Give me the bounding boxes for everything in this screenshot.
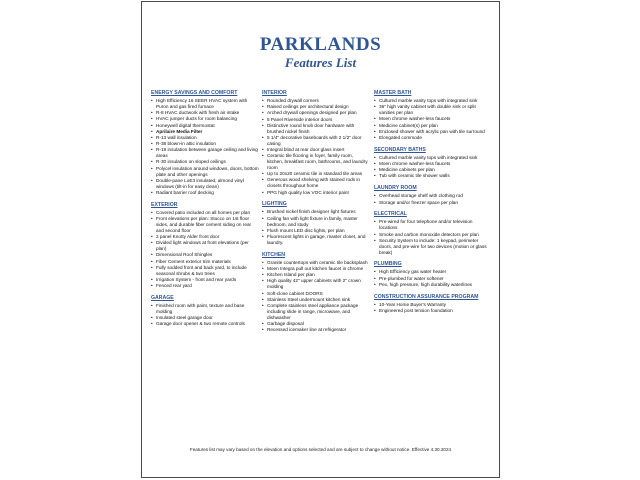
feature-list <box>374 219 488 255</box>
features-section <box>374 147 488 180</box>
section-heading: INTERIOR <box>262 90 287 96</box>
feature-item: • Fiber Cement exterior trim materials <box>151 259 259 265</box>
feature-item: • Front elevations per plan: Stucco on 1st floor sides, and durable fiber cement siding on rear and second floor <box>151 216 259 234</box>
feature-list <box>374 98 488 141</box>
feature-list <box>151 210 259 289</box>
feature-item: • Complete stainless steel appliance package including slide in range, microwave, and dishwasher <box>262 303 370 321</box>
feature-item: • Garage door opener & two remote controls <box>151 321 259 327</box>
section-heading: KITCHEN <box>262 251 286 258</box>
feature-item: • Irrigation System - front and rear yards <box>151 277 259 283</box>
feature-item: • Fully sodded front and back yard, to include seasonal shrubs & two trees <box>151 265 259 277</box>
features-section <box>262 201 370 245</box>
feature-list <box>262 98 370 195</box>
feature-item: • Pre-wired for four telephone and/or television locations <box>374 219 488 231</box>
feature-item: • Moen chrome washer-less faucets <box>374 161 488 167</box>
feature-list <box>374 269 488 287</box>
feature-item: • Flush mount LED disc lights, per plan <box>262 228 370 234</box>
section-heading: LIGHTING <box>262 201 287 208</box>
feature-item: • Garbage disposal <box>262 321 370 327</box>
section-heading: MASTER BATH <box>374 90 412 96</box>
feature-item: • Smoke and carbon monoxide detectors per plan <box>374 232 488 238</box>
section-heading: ELECTRICAL <box>374 211 407 218</box>
feature-item: • Divided light windows at front elevations (per plan) <box>151 240 259 252</box>
feature-list <box>262 209 370 245</box>
feature-item: • Double-pane LoE3 insulated, almond vinyl windows (tilt-in for easy clean) <box>151 178 259 190</box>
feature-item: • R-19 insulation between garage ceiling and living areas <box>151 147 259 159</box>
feature-item: • Integral blind at rear door glass insert <box>262 147 370 153</box>
features-section <box>262 252 370 333</box>
features-section <box>374 211 488 255</box>
feature-item: • Ceiling fan with light fixture in family, master bedroom, and study <box>262 216 370 228</box>
section-heading: CONSTRUCTION ASSURANCE PROGRAM <box>374 293 479 300</box>
feature-item: • 10-Year Home Buyer's Warranty <box>374 302 488 308</box>
feature-item: • 36" high vanity cabinet with double sink or split vanities per plan <box>374 104 488 116</box>
column-2 <box>262 90 370 339</box>
feature-item: • Storage and/or freezer space per plan <box>374 200 488 206</box>
feature-item: • Insulated steel garage door <box>151 315 259 321</box>
features-section <box>374 185 488 205</box>
features-section <box>374 294 488 314</box>
feature-item: • Up to 20x20 ceramic tile in standard tile areas <box>262 171 370 177</box>
feature-item: • Rounded drywall corners <box>262 98 370 104</box>
feature-item: • R-13 wall insulation <box>151 135 259 141</box>
feature-item: • Radiant barrier roof decking <box>151 190 259 196</box>
features-section <box>374 261 488 287</box>
feature-item: • Fenced rear yard <box>151 283 259 289</box>
feature-item: • Dimensional Roof Shingles <box>151 252 259 258</box>
feature-item: • R-8 HVAC ductwork with fresh air intake <box>151 110 259 116</box>
feature-item: • Engineered post tension foundation <box>374 308 488 314</box>
feature-item: • Ceramic tile flooring in foyer, family room, kitchen, breakfast room, bathrooms, and laundry room <box>262 153 370 171</box>
feature-item: • Enclosed shower with acrylic pan with tile surround <box>374 129 488 135</box>
feature-item: • Overhead storage shelf with clothing rod <box>374 193 488 199</box>
page-subtitle: Features List <box>284 55 357 70</box>
feature-list <box>151 98 259 196</box>
section-heading: LAUNDRY ROOM <box>374 185 417 192</box>
section-heading: EXTERIOR <box>151 201 178 208</box>
features-section <box>374 90 488 141</box>
feature-item: • Recessed icemaker line at refrigerator <box>262 327 370 333</box>
features-sheet <box>141 1 500 478</box>
feature-item: • Distinctive round knob door hardware with brushed nickel finish <box>262 123 370 135</box>
footnote: Features list may vary based on the elevation and options selected and are subject to change without notice. Effective 4.30.2024 <box>189 447 452 452</box>
feature-item: • Arched drywall openings designed per plan <box>262 110 370 116</box>
feature-item: • Fluorescent lights in garage, master closet, and laundry. <box>262 234 370 246</box>
feature-item: • Kitchen Island per plan <box>262 272 370 278</box>
features-section <box>151 202 259 289</box>
feature-item: • 2 panel Knotty Alder front door <box>151 234 259 240</box>
section-heading: GARAGE <box>151 294 174 301</box>
section-heading: PLUMBING <box>374 261 402 268</box>
feature-item: • Cultured marble vanity tops with integrated sink <box>374 155 488 161</box>
section-heading: ENERGY SAVINGS AND COMFORT <box>151 90 238 96</box>
feature-item: • Pex, high pressure, high durability waterlines <box>374 282 488 288</box>
feature-item: • Security System to include: 1 keypad, perimeter doors, and pre-wire for two devices (motion or glass break) <box>374 238 488 256</box>
feature-item: • Covered patio included on all homes per plan <box>151 210 259 216</box>
feature-item: • Medicine cabinet(s) per plan <box>374 123 488 129</box>
feature-item: • Finished room with paint, texture and base molding <box>151 303 259 315</box>
feature-list <box>374 302 488 314</box>
column-1 <box>151 90 259 333</box>
feature-list <box>374 155 488 180</box>
section-heading: SECONDARY BATHS <box>374 146 426 153</box>
feature-item: • Tub with ceramic tile shower walls <box>374 173 488 179</box>
feature-list <box>374 193 488 205</box>
feature-item: • Generous wood shelving with stained rods in closets throughout home <box>262 177 370 189</box>
feature-item: • 5 Panel Riverside interior doors <box>262 117 370 123</box>
column-3 <box>374 90 488 320</box>
feature-item: • Aprilaire Media Filter <box>151 129 259 135</box>
page-title: PARKLANDS <box>259 34 382 55</box>
feature-item: • Moen chrome washer-less faucets <box>374 116 488 122</box>
feature-item: • High quality 42" upper cabinets with 2" crown molding <box>262 278 370 290</box>
feature-item: • Soft-close cabinet DOORS <box>262 291 370 297</box>
feature-item: • Stainless Steel undermount kitchen sink <box>262 297 370 303</box>
feature-item: • Brushed nickel finish designer light fixtures <box>262 209 370 215</box>
feature-list <box>151 303 259 327</box>
feature-item: • Moen Integra pull out kitchen faucet in chrome <box>262 266 370 272</box>
feature-item: • High Efficiency gas water heater <box>374 269 488 275</box>
feature-item: • Elongated commode <box>374 135 488 141</box>
feature-item: • 5 1/4" decorative baseboards with 2 1/2" door casing <box>262 135 370 147</box>
features-section <box>151 295 259 327</box>
feature-item: • Medicine cabinets per plan <box>374 167 488 173</box>
feature-item: • High Efficiency 16 SEER HVAC system with Puron and gas fired furnace <box>151 98 259 110</box>
feature-item: • Honeywell digital thermostat <box>151 123 259 129</box>
feature-item: • HVAC jumper ducts for room balancing <box>151 116 259 122</box>
feature-item: • Raised ceilings per architectural design <box>262 104 370 110</box>
feature-item: • R-38 blown-in attic insulation <box>151 141 259 147</box>
feature-item: • PPG high quality low VOC interior paint <box>262 190 370 196</box>
feature-list <box>262 260 370 333</box>
feature-item: • Pre-plumbed for water softener <box>374 276 488 282</box>
feature-item: • Cultured marble vanity tops with integrated sink <box>374 98 488 104</box>
features-section <box>151 90 259 196</box>
features-section <box>262 90 370 195</box>
feature-item: • R-30 insulation on sloped ceilings <box>151 159 259 165</box>
feature-item: • Granite countertops with ceramic tile backsplash <box>262 260 370 266</box>
feature-item: • Polycel insulation around windows, doors, bottom plate and other openings <box>151 166 259 178</box>
